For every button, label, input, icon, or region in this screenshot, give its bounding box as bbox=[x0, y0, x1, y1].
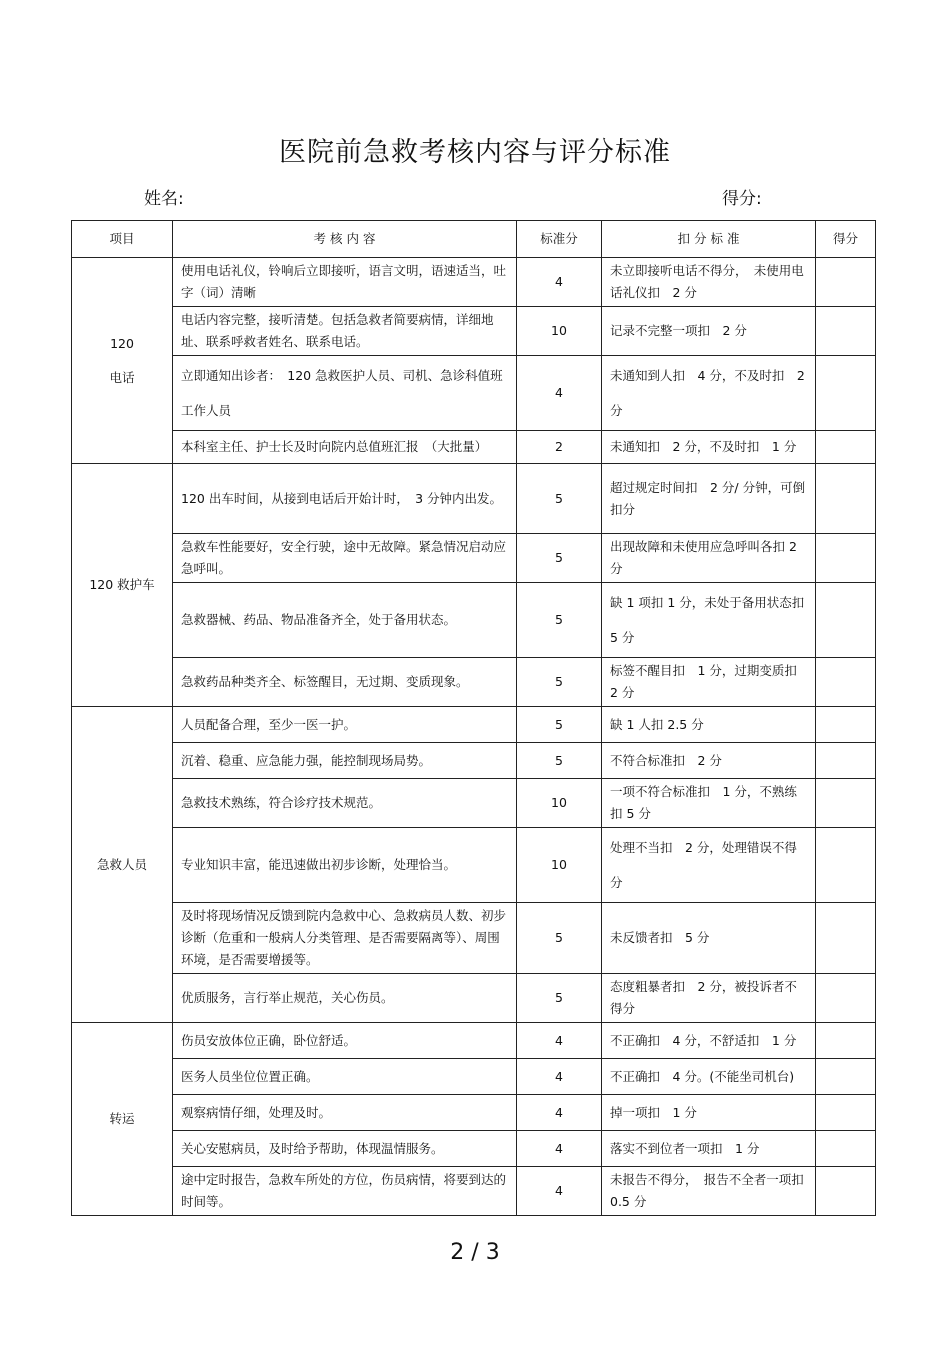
deduction-cell: 不正确扣 4 分。(不能坐司机台) bbox=[602, 1059, 816, 1095]
content-cell: 专业知识丰富，能迅速做出初步诊断，处理恰当。 bbox=[173, 828, 517, 903]
category-label: 转运 bbox=[109, 1111, 135, 1126]
table-row bbox=[72, 1131, 876, 1167]
name-label: 姓名: bbox=[144, 189, 184, 209]
header-content: 考 核 内 容 bbox=[173, 221, 517, 258]
deduction-cell: 未通知扣 2 分，不及时扣 1 分 bbox=[602, 431, 816, 464]
deduction-cell: 缺 1 人扣 2.5 分 bbox=[602, 707, 816, 743]
table-row bbox=[72, 974, 876, 1023]
deduction-cell: 未反馈者扣 5 分 bbox=[602, 903, 816, 974]
content-cell: 本科室主任、护士长及时向院内总值班汇报 （大批量） bbox=[173, 431, 517, 464]
category-cell bbox=[72, 258, 173, 464]
header-score: 得分 bbox=[816, 221, 876, 258]
standard-cell: 4 bbox=[517, 1131, 602, 1167]
score-cell[interactable] bbox=[816, 258, 876, 307]
content-cell: 急救车性能要好，安全行驶，途中无故障。紧急情况启动应急呼叫。 bbox=[173, 534, 517, 583]
deduction-cell: 缺 1 项扣 1 分，未处于备用状态扣 5 分 bbox=[602, 583, 816, 658]
scoring-table bbox=[71, 220, 876, 1216]
standard-cell: 4 bbox=[517, 1167, 602, 1216]
standard-cell: 5 bbox=[517, 464, 602, 534]
content-cell: 人员配备合理，至少一医一护。 bbox=[173, 707, 517, 743]
category-cell bbox=[72, 1023, 173, 1216]
table-row bbox=[72, 707, 876, 743]
category-label: 急救人员 bbox=[96, 856, 147, 872]
table-row bbox=[72, 431, 876, 464]
score-cell[interactable] bbox=[816, 1095, 876, 1131]
score-cell[interactable] bbox=[816, 1059, 876, 1095]
content-cell: 医务人员坐位位置正确。 bbox=[173, 1059, 517, 1095]
standard-cell: 5 bbox=[517, 707, 602, 743]
content-cell: 优质服务，言行举止规范，关心伤员。 bbox=[173, 974, 517, 1023]
standard-cell: 10 bbox=[517, 779, 602, 828]
table-row bbox=[72, 1167, 876, 1216]
deduction-cell: 处理不当扣 2 分，处理错误不得分 bbox=[602, 828, 816, 903]
score-cell[interactable] bbox=[816, 658, 876, 707]
content-cell: 途中定时报告，急救车所处的方位，伤员病情，将要到达的时间等。 bbox=[173, 1167, 517, 1216]
table-row bbox=[72, 1095, 876, 1131]
deduction-cell: 不正确扣 4 分，不舒适扣 1 分 bbox=[602, 1023, 816, 1059]
header-standard: 标准分 bbox=[517, 221, 602, 258]
header-deduction: 扣 分 标 准 bbox=[602, 221, 816, 258]
category-cell bbox=[72, 464, 173, 707]
standard-cell: 4 bbox=[517, 1059, 602, 1095]
deduction-cell: 未立即接听电话不得分， 未使用电话礼仪扣 2 分 bbox=[602, 258, 816, 307]
deduction-cell: 出现故障和未使用应急呼叫各扣 2 分 bbox=[602, 534, 816, 583]
content-cell: 及时将现场情况反馈到院内急救中心、急救病员人数、初步诊断（危重和一般病人分类管理、是否需要隔离等）、周围环境，是否需要增援等。 bbox=[173, 903, 517, 974]
standard-cell: 5 bbox=[517, 743, 602, 779]
score-cell[interactable] bbox=[816, 534, 876, 583]
score-cell[interactable] bbox=[816, 1023, 876, 1059]
deduction-cell: 落实不到位者一项扣 1 分 bbox=[602, 1131, 816, 1167]
deduction-cell: 未报告不得分， 报告不全者一项扣 0.5 分 bbox=[602, 1167, 816, 1216]
score-cell[interactable] bbox=[816, 828, 876, 903]
deduction-cell: 标签不醒目扣 1 分，过期变质扣 2 分 bbox=[602, 658, 816, 707]
table-header-row bbox=[72, 221, 876, 258]
score-cell[interactable] bbox=[816, 307, 876, 356]
category-cell bbox=[72, 707, 173, 1023]
table-row bbox=[72, 828, 876, 903]
deduction-cell: 掉一项扣 1 分 bbox=[602, 1095, 816, 1131]
content-cell: 使用电话礼仪，铃响后立即接听，语言文明，语速适当，吐字（词）清晰 bbox=[173, 258, 517, 307]
table-row bbox=[72, 903, 876, 974]
table-row bbox=[72, 658, 876, 707]
score-cell[interactable] bbox=[816, 464, 876, 534]
score-cell[interactable] bbox=[816, 356, 876, 431]
score-cell[interactable] bbox=[816, 743, 876, 779]
page-number: 2 / 3 bbox=[450, 1240, 500, 1265]
score-label: 得分: bbox=[722, 189, 762, 209]
table-row bbox=[72, 1059, 876, 1095]
score-cell[interactable] bbox=[816, 1131, 876, 1167]
table-row bbox=[72, 258, 876, 307]
deduction-cell: 记录不完整一项扣 2 分 bbox=[602, 307, 816, 356]
score-cell[interactable] bbox=[816, 583, 876, 658]
content-cell: 急救技术熟练，符合诊疗技术规范。 bbox=[173, 779, 517, 828]
score-cell[interactable] bbox=[816, 1167, 876, 1216]
standard-cell: 5 bbox=[517, 534, 602, 583]
deduction-cell: 超过规定时间扣 2 分/ 分钟，可倒扣分 bbox=[602, 464, 816, 534]
content-cell: 急救药品种类齐全、标签醒目，无过期、变质现象。 bbox=[173, 658, 517, 707]
page-title: 医院前急救考核内容与评分标准 bbox=[279, 137, 671, 168]
score-cell[interactable] bbox=[816, 707, 876, 743]
deduction-cell: 不符合标准扣 2 分 bbox=[602, 743, 816, 779]
table-row bbox=[72, 743, 876, 779]
content-cell: 120 出车时间，从接到电话后开始计时， 3 分钟内出发。 bbox=[173, 464, 517, 534]
deduction-cell: 态度粗暴者扣 2 分，被投诉者不得分 bbox=[602, 974, 816, 1023]
standard-cell: 5 bbox=[517, 903, 602, 974]
standard-cell: 5 bbox=[517, 658, 602, 707]
standard-cell: 4 bbox=[517, 258, 602, 307]
standard-cell: 5 bbox=[517, 974, 602, 1023]
table-row bbox=[72, 307, 876, 356]
standard-cell: 10 bbox=[517, 828, 602, 903]
table-row bbox=[72, 1023, 876, 1059]
deduction-cell: 一项不符合标准扣 1 分，不熟练扣 5 分 bbox=[602, 779, 816, 828]
standard-cell: 10 bbox=[517, 307, 602, 356]
standard-cell: 4 bbox=[517, 356, 602, 431]
content-cell: 沉着、稳重、应急能力强，能控制现场局势。 bbox=[173, 743, 517, 779]
standard-cell: 4 bbox=[517, 1023, 602, 1059]
score-cell[interactable] bbox=[816, 903, 876, 974]
content-cell: 立即通知出诊者： 120 急救医护人员、司机、急诊科值班工作人员 bbox=[173, 356, 517, 431]
header-item: 项目 bbox=[72, 221, 173, 258]
category-label: 120 bbox=[110, 335, 134, 351]
standard-cell: 4 bbox=[517, 1095, 602, 1131]
content-cell: 伤员安放体位正确，卧位舒适。 bbox=[173, 1023, 517, 1059]
standard-cell: 2 bbox=[517, 431, 602, 464]
score-cell[interactable] bbox=[816, 431, 876, 464]
score-cell[interactable] bbox=[816, 974, 876, 1023]
table-row bbox=[72, 356, 876, 431]
table-row bbox=[72, 583, 876, 658]
content-cell: 观察病情仔细，处理及时。 bbox=[173, 1095, 517, 1131]
table-row bbox=[72, 534, 876, 583]
table-row bbox=[72, 779, 876, 828]
content-cell: 急救器械、药品、物品准备齐全，处于备用状态。 bbox=[173, 583, 517, 658]
table-row bbox=[72, 464, 876, 534]
category-label: 120 救护车 bbox=[89, 577, 155, 592]
standard-cell: 5 bbox=[517, 583, 602, 658]
deduction-cell: 未通知到人扣 4 分，不及时扣 2 分 bbox=[602, 356, 816, 431]
score-cell[interactable] bbox=[816, 779, 876, 828]
content-cell: 电话内容完整，接听清楚。包括急救者简要病情，详细地址、联系呼救者姓名、联系电话。 bbox=[173, 307, 517, 356]
content-cell: 关心安慰病员，及时给予帮助，体现温情服务。 bbox=[173, 1131, 517, 1167]
category-label: 电话 bbox=[109, 369, 135, 385]
